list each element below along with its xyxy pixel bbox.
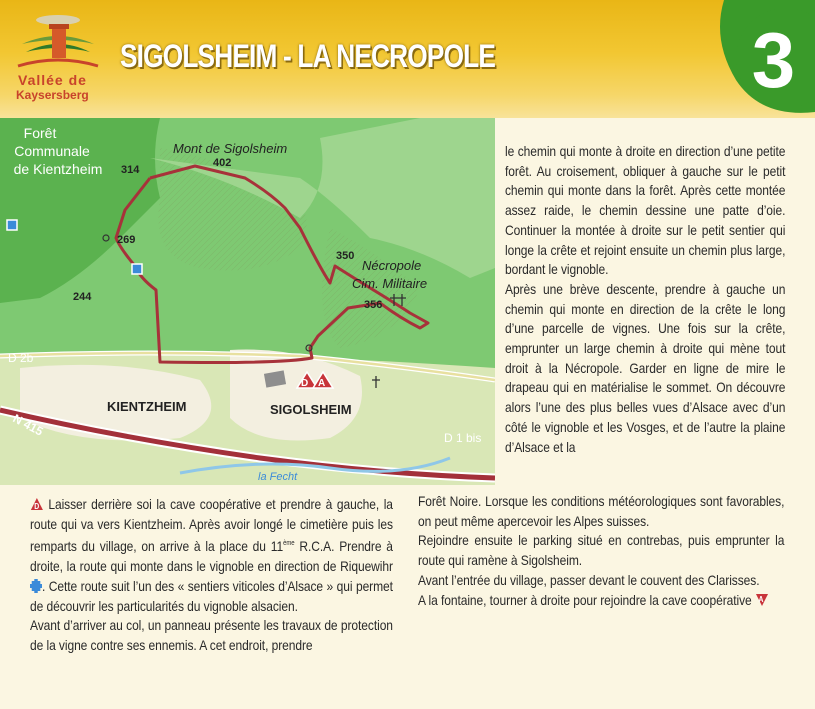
description-bottom-right: [418, 492, 815, 610]
elevation-314: 314: [121, 164, 140, 176]
cont-paragraph-2: Rejoindre ensuite le parking situé en contrebas, puis emprunter la route qui ramène à Sigolsheim.: [418, 532, 785, 569]
route-map: [0, 118, 495, 485]
elevation-356: 356: [364, 299, 383, 311]
logo-emblem-icon: [8, 6, 108, 76]
right-paragraph-2: Après une brève descente, prendre à gauche un chemin qui monte en direction de la crête le long d’une parcelle de vignes. Une fois sur la crête, emprunter un large chemin à droite qui mène tout droit à la Nécropole. Garder en ligne de mire le drapeau qui en matérialise le sommet. On découvre alors l’une des plus belles vues d’Alsace avec d’un côté le vignoble et les Vosges, et de l’autre la plaine d’Alsace et la: [505, 280, 786, 455]
svg-text:A: A: [758, 594, 764, 604]
map-label-necropole: Nécropole: [362, 258, 422, 273]
cont-paragraph-1: Forêt Noire. Lorsque les conditions météorologiques sont favorables, on peut même apercevoir les Alpes suisses.: [418, 493, 785, 529]
page-title: SIGOLSHEIM - LA NECROPOLE: [120, 38, 496, 74]
bottom-p1-text-a: Laisser derrière soi la cave coopérative et prendre à gauche, la route qui va vers Kientzheim. Après avoir longé le cimetière puis les remparts du village, on arrive à la place du 11: [30, 496, 393, 555]
map-label-forest-2: Communale: [14, 143, 90, 159]
start-marker-icon: [30, 497, 44, 511]
map-label-fecht: la Fecht: [258, 471, 298, 483]
map-label-sigolsheim: SIGOLSHEIM: [270, 402, 352, 417]
cont-paragraph-4: [418, 591, 784, 611]
bottom-p1-text-b: R.C.A. Prendre à droite, la route qui monte dans le vignoble en direction de Riquewihr: [30, 538, 393, 575]
map-label-cim: Cim. Militaire: [352, 276, 428, 291]
arrival-marker-icon: [755, 593, 769, 607]
elevation-350: 350: [336, 250, 355, 262]
riquewihr-marker-icon: [30, 579, 42, 593]
map-label-d1bis: D 1 bis: [444, 431, 482, 445]
logo-line2: Kaysersberg: [16, 88, 89, 102]
elevation-402: 402: [213, 157, 232, 169]
trail-marker-icon: [132, 264, 142, 274]
elevation-269: 269: [117, 234, 136, 246]
map-label-d2b: D 2b: [8, 351, 34, 365]
riquewihr-marker-icon: [7, 220, 17, 230]
route-number: 3: [751, 16, 796, 104]
elevation-244: 244: [73, 291, 92, 303]
map-label-forest-1: Forêt: [23, 125, 57, 141]
bottom-p1-sup: ème: [283, 540, 295, 548]
arrival-marker-letter: A: [318, 378, 326, 389]
map-label-n415: N 415: [10, 411, 46, 439]
logo-line1: Vallée de: [18, 72, 87, 88]
svg-text:D: D: [34, 501, 40, 511]
description-bottom-left: [30, 495, 470, 656]
header-banner: [0, 0, 815, 118]
bottom-paragraph-2: Avant d’arriver au col, un panneau présente les travaux de protection de la vigne contre ses ennemis. A cet endroit, prendre: [30, 617, 393, 653]
map-label-forest-3: de Kientzheim: [13, 161, 103, 177]
right-paragraph-1: le chemin qui monte à droite en direction d’une petite forêt. Au croisement, obliquer à gauche sur le petit chemin qui monte dans la forêt. Après cette montée assez raide, le chemin dessine une patte d’oie. Continuer la montée à droite sur le petit sentier qui longe la crête et rejoint ensuite un chemin plus large, bordant le vignoble.: [505, 143, 786, 278]
description-right-column: [505, 142, 815, 457]
bottom-paragraph-1: [30, 495, 393, 616]
vallee-kaysersberg-logo: [8, 6, 108, 114]
cont-paragraph-3: Avant l’entrée du village, passer devant le couvent des Clarisses.: [418, 571, 760, 588]
cont-p4-text: A la fontaine, tourner à droite pour rejoindre la cave coopérative: [418, 591, 752, 608]
bottom-p1-text-c: . Cette route suit l’un des « sentiers viticoles d’Alsace » qui permet de découvrir les particularités du vignoble alsacien.: [30, 577, 393, 614]
start-marker-letter: D: [301, 378, 309, 389]
map-label-mont: Mont de Sigolsheim: [173, 141, 288, 156]
map-label-kientzheim: KIENTZHEIM: [107, 399, 187, 414]
